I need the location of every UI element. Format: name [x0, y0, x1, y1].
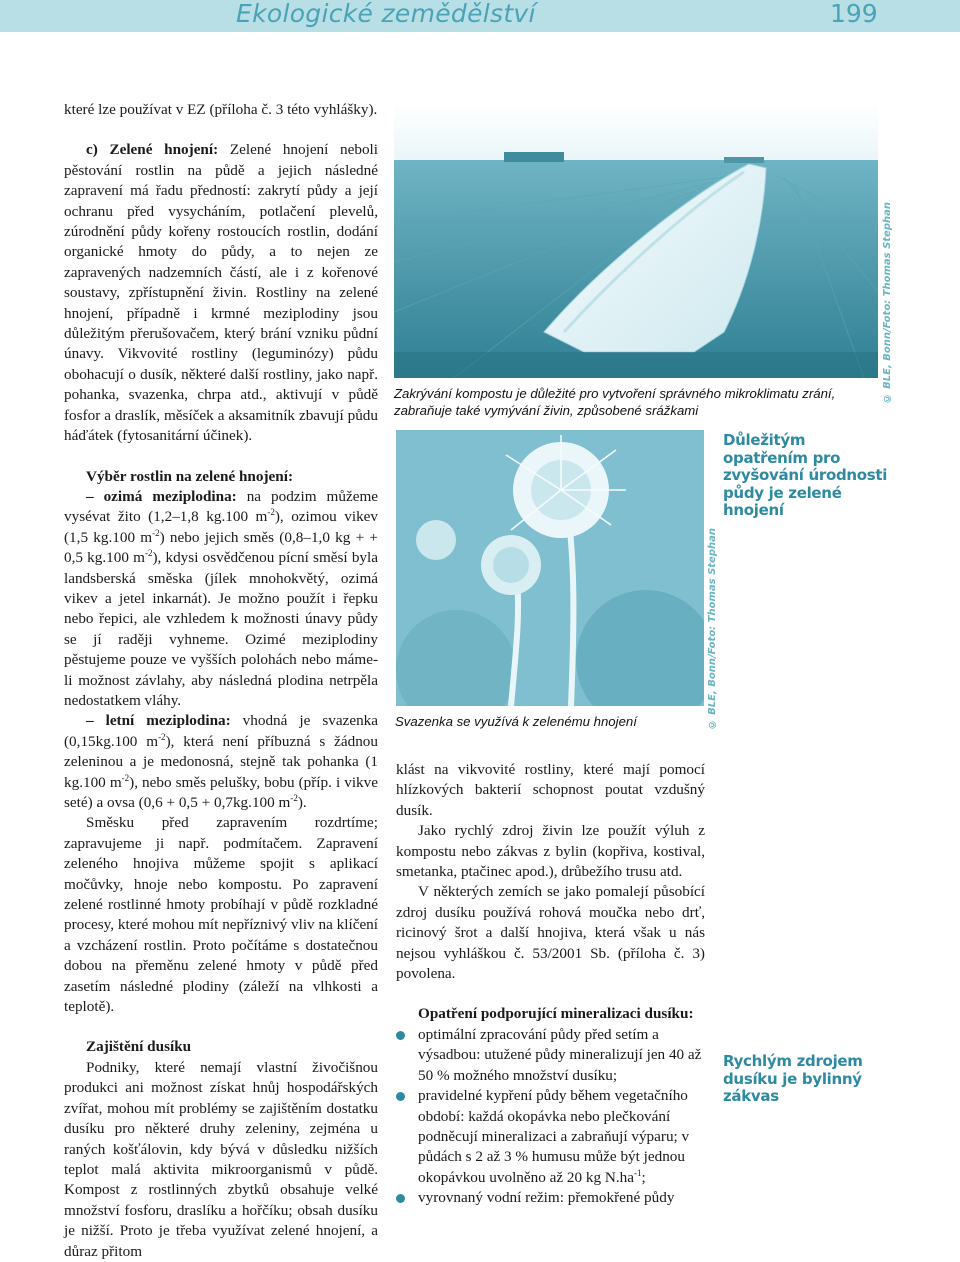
paragraph-nitrogen: Podniky, které nemají vlastní živočišnou produkci ani možnost získat hnůj hospodářských zvířat, mohou mít problémy se zajištěním dostatku dusíku pro některé druhy zeleniny, zejména u raných košťálovin, kdy bývá v důsledku nižších teplot malá aktivita mikroorganismů v půdě. Kompost z rostlinných zbytků obsahuje velké množství fosforu, draslíku a hořčíku; obsah dusíku je nižší. Proto je třeba využívat zelené hnojení, a důraz přitom: [64, 1058, 378, 1260]
paragraph-summer-catch-crop: – letní meziplodina: vhodná je svazenka (0,15kg.100 $m^{-2}$), která není příbuzná s žádnou zeleninou a je medonosná, stejně tak pohanka (1 kg.100 $m^{-2}$), nebo směs pelušky, bobu (příp. i vikve seté) a ovsa (0,6 + 0,5 + 0,7kg.100 $m^{-2}$).: [64, 712, 379, 811]
photo-credit-bottom: © BLE, Bonn/Foto: Thomas Stephan: [707, 528, 718, 730]
term-green-manure: c) Zelené hnojení:: [86, 141, 219, 159]
mineralization-list: [396, 1025, 705, 1209]
list-item: vyrovnaný vodní režim: přemokřené půdy: [396, 1188, 705, 1208]
caption-phacelia: Svazenka se využívá k zelenému hnojení: [395, 714, 637, 729]
paragraph-intro-continuation: které lze používat v EZ (příloha č. 3 této vyhlášky).: [64, 101, 378, 118]
paragraph-incorporation: Směsku před zapravením rozdrtíme; zapravujeme ji např. podmítačem. Zapravení zeleného hnojiva můžeme spojit s aplikací močůvky, hnoje nebo kompostu. Po zapravení zelené rostlinné hmoty probíhají v půdě rozkladné procesy, které mohou mít nepříznivý vliv na klíčení a vzcházení rostlin. Proto počítáme s dostatečnou dobou na přeměnu zelené hmoty v půdě před zasetím následné plodiny (záleží na vlhkosti a teplotě).: [64, 814, 378, 1016]
paragraph-slow-sources: V některých zemích se jako pomalejí působící zdroj dusíku používá rohová moučka nebo drť, ricinový šrot a další hnojiva, která však u nás nejsou vyhláškou č. 53/2001 Sb. (příloha č. 3) povolena.: [396, 883, 705, 983]
right-column: [396, 760, 705, 1209]
heading-nitrogen-supply: Zajištění dusíku: [86, 1038, 192, 1056]
paragraph-quick-nutrients: Jako rychlý zdroj živin lze použít výluh z kompostu nebo zákvas z bylin (kopřiva, kostival, smetanka, ptačinec apod.), drůbežího trusu atd.: [396, 822, 705, 881]
photo-compost-covering: [394, 102, 878, 378]
photo-phacelia: [396, 430, 704, 706]
margin-note-herbal-ferment: Rychlým zdrojem dusíku je bylinný zákvas: [723, 1052, 863, 1105]
margin-note-green-manure: Důležitým opatřením pro zvyšování úrodnosti půdy je zelené hnojení: [723, 431, 888, 519]
list-item: optimální zpracování půdy před setím a výsadbou: utužené půdy mineralizují jen 40 až 50 % možného množství dusíku;: [396, 1025, 705, 1086]
list-item: pravidelné kypření půdy během vegetačního období: každá okopávka nebo plečkování podněcují mineralizaci a zabraňují výparu; v půdách s 2 až 3 % humusu může být jednou okopávkou uvolněno až 20 kg $N.ha^{-1}$;: [396, 1086, 705, 1188]
heading-mineralization: Opatření podporující mineralizaci dusíku:: [418, 1005, 694, 1023]
header-bar: [0, 0, 960, 32]
photo-credit-top: © BLE, Bonn/Foto: Thomas Stephan: [882, 202, 893, 404]
left-column: [64, 100, 378, 1262]
caption-compost: Zakrývání kompostu je důležité pro vytvoření správného mikroklimatu zrání, zabraňuje také vymývání živin, způsobené srážkami: [394, 386, 836, 418]
paragraph-winter-catch-crop: – ozimá meziplodina: na podzim můžeme vysévat žito (1,2–1,8 kg.100 $m^{-2}$), ozimou vikev (1,5 kg.100 $m^{-2}$) nebo jejich směs (0,8–1,0 kg + + 0,5 kg.100 $m^{-2}$), kdysi osvědčenou pícní směsí byla landsberská směska (jílek mnohokvětý, ozimá vikev a jetel inkarnát). Je možno použít i řepku nebo řepici, ale vzhledem k možnosti únavy půdy se jí raději vyhneme. Ozimé meziplodiny pěstujeme pouze ve vyšších polohách nebo máme-li možnost závlahy, aby následná plodina netrpěla nedostatkem vláhy.: [64, 487, 379, 709]
paragraph-legumes: klást na vikvovité rostliny, které mají pomocí hlízkových bakterií schopnost poutat vzdušný dusík.: [396, 761, 705, 819]
heading-plant-selection: Výběr rostlin na zelené hnojení:: [86, 467, 293, 485]
paragraph-green-manure: c) Zelené hnojení: Zelené hnojení neboli pěstování rostlin na půdě a jejich následné zapravení má řadu předností: zakrytí půdy a její ochranu před vysycháním, potlačení plevelů, zúrodnění půdy kořeny rostoucích rostlin, dodání organické hmoty do půdy, a to nejen ze zapravených nadzemních částí, ale i z kořenové soustavy, zpřístupnění živin. Rostliny na zelené hnojení, případně i krmné meziplodiny jsou důležitým přerušovačem, který brání vzniku půdní únavy. Vikvovité rostliny (leguminózy) půdu obohacují o dusík, některé další rostliny, jako např. pohanka, svazenka, chrpa atd., aktivují v půdě fosfor a draslík, měsíček a aksamitník zbavují půdu háďátek (fytosanitární účinek).: [64, 141, 378, 445]
running-title: Ekologické zemědělství: [236, 0, 536, 28]
page-number: 199: [830, 0, 878, 28]
